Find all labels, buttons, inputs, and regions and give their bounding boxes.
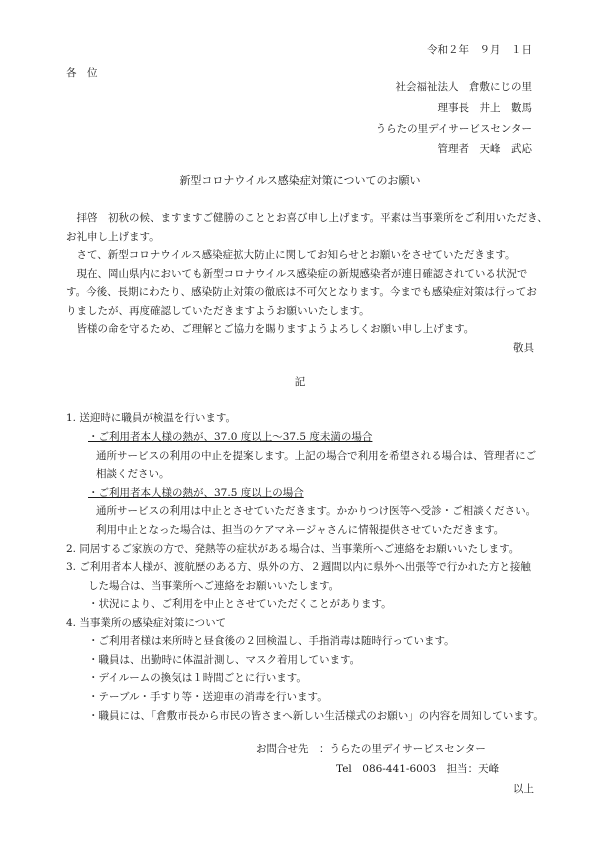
contact-label: お問合せ先 ：うらたの里デイサービスセンター (256, 743, 486, 755)
list-item-3: 3. ご利用者本人様が、渡航歴のある方、県外の方、２週間以内に県外へ出張等で行かれた方と接触 (66, 561, 531, 573)
sender-facility: うらたの里デイサービスセンター (375, 123, 532, 135)
list-subitem-text: 通所サービスの利用の中止を提案します。上記の場合で利用を希望される場合は、管理者にご (96, 450, 537, 462)
list-item-3-cont: した場合は、当事業所へご連絡をお願いいたします。 (88, 580, 340, 592)
list-item-2: 2. 同居するご家族の方で、発熱等の症状がある場合は、当事業所へご連絡をお願いいたします。 (66, 543, 520, 555)
document-date: 令和２年 ９月 １日 (427, 44, 532, 56)
addressee: 各 位 (66, 67, 98, 79)
list-subitem-text: 通所サービスの利用は中止とさせていただきます。かかりつけ医等へ受診・ご相談ください。 (96, 505, 537, 517)
document-title: 新型コロナウイルス感染症対策についてのお願い (179, 174, 421, 187)
list-bullet: ・デイルームの換気は１時間ごとに行います。 (88, 672, 307, 684)
list-bullet: ・職員には、「倉敷市長から市民の皆さまへ新しい生活様式のお願い」の内容を周知しています。 (88, 710, 544, 722)
list-subitem-text: ・状況により、ご利用を中止とさせていただくことがあります。 (88, 598, 392, 610)
list-item-4: 4. 当事業所の感染症対策について (66, 617, 227, 629)
ki-heading: 記 (294, 376, 306, 388)
sender-organization: 社会福祉法人 倉敷にじの里 (395, 81, 532, 93)
body-line: りましたが、再度確認していただきますようお願いいたします。 (66, 305, 370, 317)
list-bullet: ・職員は、出勤時に体温計測し、マスク着用しています。 (88, 654, 361, 666)
body-line: さて、新型コロナウイルス感染症拡大防止に関してお知らせとお願いをさせていただきます。 (66, 249, 516, 261)
closing-ijo: 以上 (513, 783, 534, 795)
list-subitem-heading: ・ご利用者本人様の熱が、37.0 度以上～37.5 度未満の場合 (88, 431, 373, 443)
list-item-1: 1. 送迎時に職員が検温を行います。 (66, 412, 237, 424)
body-line: す。今後、長期にわたり、感染防止対策の徹底は不可欠となります。今までも感染症対策は行ってお (66, 286, 537, 298)
closing-keigu: 敬具 (513, 342, 534, 354)
list-subitem-heading: ・ご利用者本人様の熱が、37.5 度以上の場合 (88, 487, 304, 499)
contact-tel: Tel 086-441-6003 担当：天峰 (336, 763, 500, 775)
body-line: 拝啓 初秋の候、ますますご健勝のこととお喜び申し上げます。平素は当事業所をご利用いただき、 (66, 212, 548, 224)
list-subitem-text: 相談ください。 (96, 468, 170, 480)
body-line: 現在、岡山県内においても新型コロナウイルス感染症の新規感染者が連日確認されている状況で (66, 268, 528, 280)
sender-chair: 理事長 井上 數馬 (437, 102, 532, 114)
list-subitem-text: 利用中止となった場合は、担当のケアマネージャさんに情報提供させていただきます。 (96, 524, 505, 536)
body-line: 皆様の命を守るため、ご理解とご協力を賜りますようよろしくお願い申し上げます。 (66, 323, 475, 335)
sender-manager: 管理者 天峰 武応 (437, 143, 532, 155)
list-bullet: ・テーブル・手すり等・送迎車の消毒を行います。 (88, 691, 328, 703)
list-bullet: ・ご利用者様は来所時と昼食後の２回検温し、手指消毒は随時行っています。 (88, 635, 455, 647)
body-line: お礼申し上げます。 (66, 231, 160, 243)
